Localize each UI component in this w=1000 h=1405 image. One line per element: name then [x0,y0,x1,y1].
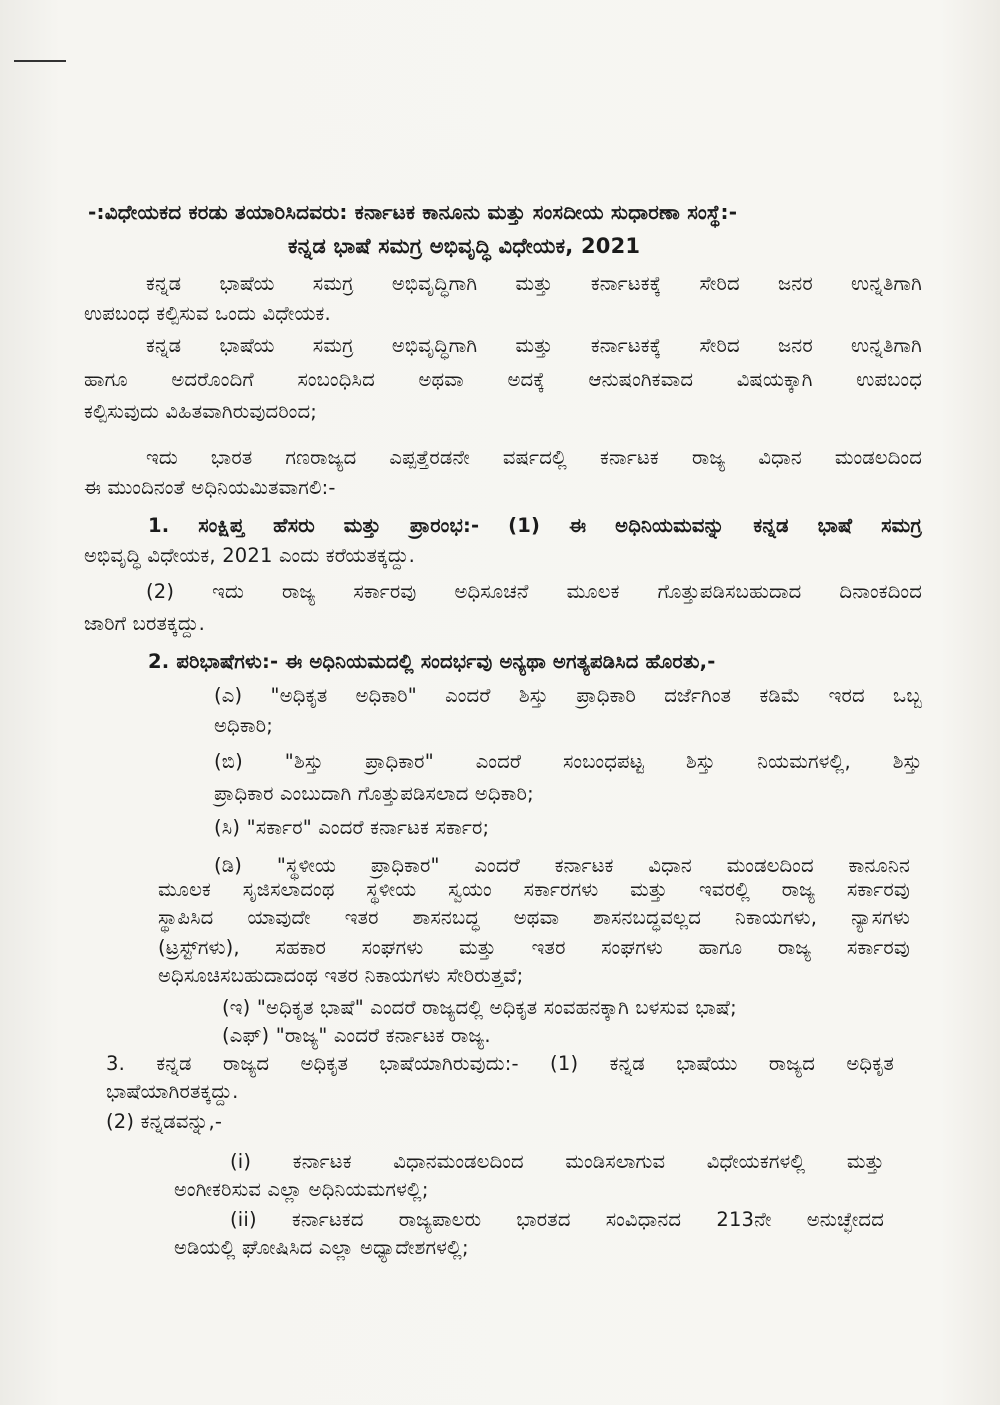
text-line: ಕನ್ನಡ ಭಾಷೆಯ ಸಮಗ್ರ ಅಭಿವೃದ್ಧಿಗಾಗಿ ಮತ್ತು ಕರ್ನಾಟಕಕ್ಕೆ ಸೇರಿದ ಜನರ ಉನ್ನತಿಗಾಗಿ [146,272,922,295]
text-line: ಉಪಬಂಧ ಕಲ್ಪಿಸುವ ಒಂದು ವಿಧೇಯಕ. [84,302,331,325]
text-line: ಹಾಗೂ ಅದರೊಂದಿಗೆ ಸಂಬಂಧಿಸಿದ ಅಥವಾ ಅದಕ್ಕೆ ಆನುಷಂಗಿಕವಾದ ವಿಷಯಕ್ಕಾಗಿ ಉಪಬಂಧ [84,368,922,391]
section-3-heading: 3. ಕನ್ನಡ ರಾಜ್ಯದ ಅಧಿಕೃತ ಭಾಷೆಯಾಗಿರುವುದು:- (1) ಕನ್ನಡ ಭಾಷೆಯು ರಾಜ್ಯದ ಅಧಿಕೃತ [106,1052,894,1075]
drafter-header: -:ವಿಧೇಯಕದ ಕರಡು ತಯಾರಿಸಿದವರು: ಕರ್ನಾಟಕ ಕಾನೂನು ಮತ್ತು ಸಂಸದೀಯ ಸುಧಾರಣಾ ಸಂಸ್ಥೆ:- [88,200,738,224]
text-line: ಅಂಗೀಕರಿಸುವ ಎಲ್ಲಾ ಅಧಿನಿಯಮಗಳಲ್ಲಿ; [174,1178,429,1201]
text-line: ಕನ್ನಡ ಭಾಷೆಯ ಸಮಗ್ರ ಅಭಿವೃದ್ಧಿಗಾಗಿ ಮತ್ತು ಕರ್ನಾಟಕಕ್ಕೆ ಸೇರಿದ ಜನರ ಉನ್ನತಿಗಾಗಿ [146,334,922,357]
text-line: (2) ಕನ್ನಡವನ್ನು,- [106,1110,223,1133]
text-line: ಅಧಿಕಾರಿ; [214,714,273,737]
list-item: (i) ಕರ್ನಾಟಕ ವಿಧಾನಮಂಡಲದಿಂದ ಮಂಡಿಸಲಾಗುವ ವಿಧೇಯಕಗಳಲ್ಲಿ ಮತ್ತು [230,1150,884,1173]
text-line: ಕಲ್ಪಿಸುವುದು ವಿಹಿತವಾಗಿರುವುದರಿಂದ; [84,400,318,423]
text-line: ಭಾಷೆಯಾಗಿರತಕ್ಕದ್ದು. [106,1080,239,1103]
text-line: ಪ್ರಾಧಿಕಾರ ಎಂಬುದಾಗಿ ಗೊತ್ತುಪಡಿಸಲಾದ ಅಧಿಕಾರಿ; [214,782,534,805]
text-line: ಅಡಿಯಲ್ಲಿ ಘೋಷಿಸಿದ ಎಲ್ಲಾ ಅಧ್ಯಾದೇಶಗಳಲ್ಲಿ; [174,1236,469,1259]
section-2-heading: 2. ಪರಿಭಾಷೆಗಳು:- ಈ ಅಧಿನಿಯಮದಲ್ಲಿ ಸಂದರ್ಭವು ಅನ್ಯಥಾ ಅಗತ್ಯಪಡಿಸಿದ ಹೊರತು,- [148,650,716,673]
definition-line: (ಇ) "ಅಧಿಕೃತ ಭಾಷೆ" ಎಂದರೆ ರಾಜ್ಯದಲ್ಲಿ ಅಧಿಕೃತ ಸಂವಹನಕ್ಕಾಗಿ ಬಳಸುವ ಭಾಷೆ; [222,996,737,1019]
definition-line: (ಬಿ) "ಶಿಸ್ತು ಪ್ರಾಧಿಕಾರ" ಎಂದರೆ ಸಂಬಂಧಪಟ್ಟ ಶಿಸ್ತು ನಿಯಮಗಳಲ್ಲಿ, ಶಿಸ್ತು [214,750,922,773]
section-1-heading: 1. ಸಂಕ್ಷಿಪ್ತ ಹೆಸರು ಮತ್ತು ಪ್ರಾರಂಭ:- (1) ಈ ಅಧಿನಿಯಮವನ್ನು ಕನ್ನಡ ಭಾಷೆ ಸಮಗ್ರ [148,514,922,537]
bill-title: ಕನ್ನಡ ಭಾಷೆ ಸಮಗ್ರ ಅಭಿವೃದ್ಧಿ ವಿಧೇಯಕ, 2021 [288,234,641,258]
text-line: (2) ಇದು ರಾಜ್ಯ ಸರ್ಕಾರವು ಅಧಿಸೂಚನೆ ಮೂಲಕ ಗೊತ್ತುಪಡಿಸಬಹುದಾದ ದಿನಾಂಕದಿಂದ [146,580,922,603]
definition-line: (ಎ) "ಅಧಿಕೃತ ಅಧಿಕಾರಿ" ಎಂದರೆ ಶಿಸ್ತು ಪ್ರಾಧಿಕಾರಿ ದರ್ಜೆಗಿಂತ ಕಡಿಮೆ ಇರದ ಒಬ್ಬ [214,684,922,707]
definition-line: (ಸಿ) "ಸರ್ಕಾರ" ಎಂದರೆ ಕರ್ನಾಟಕ ಸರ್ಕಾರ; [214,816,490,839]
corner-mark [14,60,66,62]
text-line: ಅಧಿಸೂಚಿಸಬಹುದಾದಂಥ ಇತರ ನಿಕಾಯಗಳು ಸೇರಿರುತ್ತವೆ; [158,964,524,987]
text-line: ಮೂಲಕ ಸೃಜಿಸಲಾದಂಥ ಸ್ಥಳೀಯ ಸ್ವಯಂ ಸರ್ಕಾರಗಳು ಮತ್ತು ಇವರಲ್ಲಿ ರಾಜ್ಯ ಸರ್ಕಾರವು [158,878,910,901]
text-line: ಜಾರಿಗೆ ಬರತಕ್ಕದ್ದು. [84,612,206,635]
text-line: ಈ ಮುಂದಿನಂತೆ ಅಧಿನಿಯಮಿತವಾಗಲಿ:- [84,476,336,499]
definition-line: (ಎಫ್) "ರಾಜ್ಯ" ಎಂದರೆ ಕರ್ನಾಟಕ ರಾಜ್ಯ. [222,1024,491,1047]
text-line: ಇದು ಭಾರತ ಗಣರಾಜ್ಯದ ಎಪ್ಪತ್ತೆರಡನೇ ವರ್ಷದಲ್ಲಿ ಕರ್ನಾಟಕ ರಾಜ್ಯ ವಿಧಾನ ಮಂಡಲದಿಂದ [146,446,922,469]
definition-line: (ಡಿ) "ಸ್ಥಳೀಯ ಪ್ರಾಧಿಕಾರ" ಎಂದರೆ ಕರ್ನಾಟಕ ವಿಧಾನ ಮಂಡಲದಿಂದ ಕಾನೂನಿನ [214,854,910,877]
text-line: ಅಭಿವೃದ್ಧಿ ವಿಧೇಯಕ, 2021 ಎಂದು ಕರೆಯತಕ್ಕದ್ದು. [84,544,416,567]
text-line: ಸ್ಥಾಪಿಸಿದ ಯಾವುದೇ ಇತರ ಶಾಸನಬದ್ಧ ಅಥವಾ ಶಾಸನಬದ್ಧವಲ್ಲದ ನಿಕಾಯಗಳು, ನ್ಯಾಸಗಳು [158,906,910,929]
text-line: (ಟ್ರಸ್ಟ್‌ಗಳು), ಸಹಕಾರ ಸಂಘಗಳು ಮತ್ತು ಇತರ ಸಂಘಗಳು ಹಾಗೂ ರಾಜ್ಯ ಸರ್ಕಾರವು [158,936,910,959]
list-item: (ii) ಕರ್ನಾಟಕದ ರಾಜ್ಯಪಾಲರು ಭಾರತದ ಸಂವಿಧಾನದ 213ನೇ ಅನುಚ್ಛೇದದ [230,1208,884,1231]
